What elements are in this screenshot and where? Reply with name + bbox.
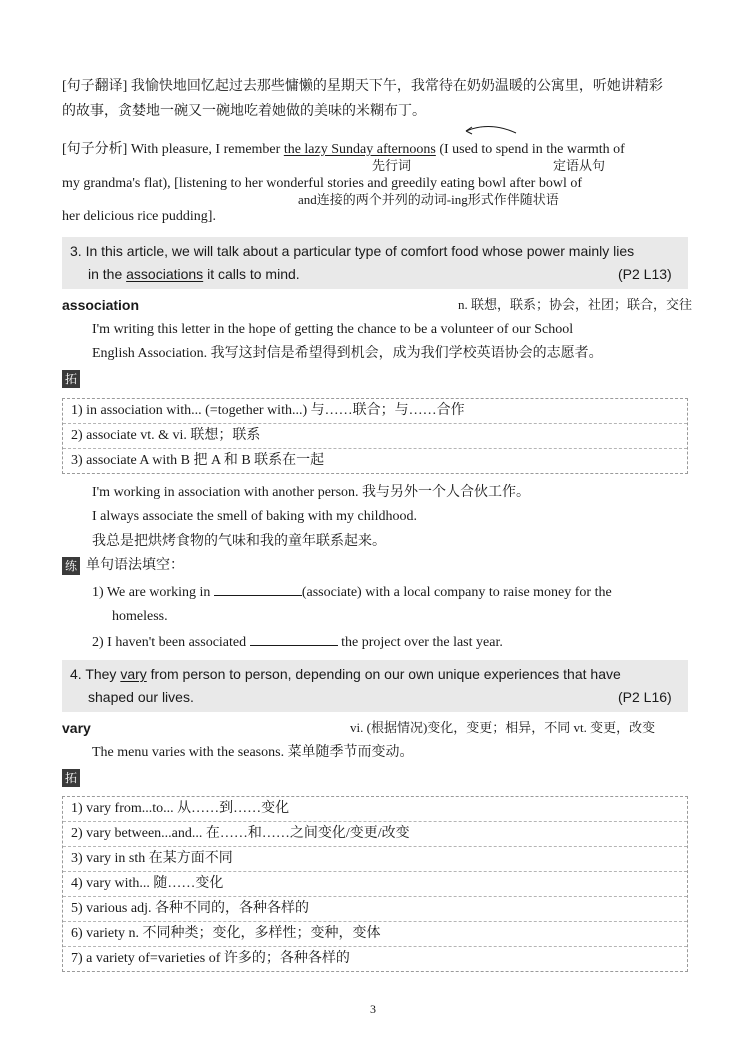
- q1-text-a: 1) We are working in: [92, 585, 214, 600]
- analysis-line-1: [62, 139, 625, 161]
- practice-question-1-cont: homeless.: [112, 609, 168, 624]
- vary-example-1: The menu varies with the seasons. 菜单随季节而变动。: [92, 745, 414, 760]
- answer-blank[interactable]: [214, 581, 302, 596]
- divider: [63, 871, 687, 872]
- analysis-line-3: her delicious rice pudding].: [62, 209, 216, 224]
- extend-item: 1) in association with... (=together with...) 与……联合；与……合作: [71, 403, 465, 418]
- antecedent-phrase: the lazy Sunday afternoons: [283, 142, 436, 157]
- extend-item: 5) various adj. 各种不同的，各种各样的: [71, 901, 309, 916]
- translation-text-1: 我愉快地回忆起过去那些慵懒的星期天下午，我常待在奶奶温暖的公寓里，听她讲精彩: [130, 79, 663, 94]
- sentence-band-3: [62, 237, 688, 289]
- page-number: 3: [370, 1002, 376, 1016]
- divider: [63, 846, 687, 847]
- extend-badge: 拓: [62, 370, 80, 388]
- association-example-3: I'm working in association with another person. 我与另外一个人合伙工作。: [92, 485, 531, 500]
- association-example-5: 我总是把烘烤食物的气味和我的童年联系起来。: [92, 534, 386, 549]
- keyword-vary: vary: [120, 666, 147, 682]
- item3-ref: (P2 L13): [618, 266, 672, 282]
- note-participle: and连接的两个并列的动词-ing形式作伴随状语: [298, 192, 559, 207]
- divider: [63, 821, 687, 822]
- extend-item: 7) a variety of=varieties of 许多的；各种各样的: [71, 951, 350, 966]
- item3-line-1: 3. In this article, we will talk about a particular type of comfort food whose power mainly lies: [70, 243, 635, 259]
- q1-text-b: (associate) with a local company to raise money for the: [301, 585, 612, 600]
- keyword-associations: associations: [126, 266, 204, 282]
- analysis-line-2: my grandma's flat), [listening to her wonderful stories and greedily eating bowl after bowl of: [62, 176, 582, 191]
- extend-item: 2) vary between...and... 在……和……之间变化/变更/改变: [71, 826, 410, 841]
- item4-line-1: [70, 664, 621, 684]
- headword-association: association: [62, 297, 140, 313]
- association-meaning: n. 联想，联系；协会，社团；联合，交往: [458, 297, 693, 312]
- association-extend-box: [62, 398, 688, 474]
- q2-text-b: the project over the last year.: [337, 635, 503, 650]
- practice-badge: 练: [62, 557, 80, 575]
- q2-text-a: 2) I haven't been associated: [92, 635, 250, 650]
- translation-line-2: 的故事，贪婪地一碗又一碗地吃着她做的美味的米糊布丁。: [62, 104, 426, 119]
- analysis-text-1b: (I used to spend in the warmth of: [435, 142, 625, 157]
- note-antecedent: 先行词: [372, 159, 412, 174]
- divider: [63, 448, 687, 449]
- divider: [63, 896, 687, 897]
- divider: [63, 921, 687, 922]
- practice-title: 单句语法填空：: [86, 558, 184, 573]
- association-example-4: I always associate the smell of baking with my childhood.: [92, 509, 418, 524]
- practice-question-1: [92, 581, 612, 604]
- extend-badge: 拓: [62, 769, 80, 787]
- analysis-text-1a: With pleasure, I remember: [130, 142, 284, 157]
- item4-ref: (P2 L16): [618, 689, 672, 705]
- divider: [63, 423, 687, 424]
- extend-item: 2) associate vt. & vi. 联想；联系: [71, 428, 261, 443]
- answer-blank[interactable]: [250, 631, 338, 646]
- item4-text-b: from person to person, depending on our own unique experiences that have: [146, 666, 621, 682]
- practice-question-2: [92, 631, 503, 654]
- arrow-left-icon: [460, 122, 520, 138]
- item3-text-b: it calls to mind.: [203, 266, 300, 282]
- extend-item: 6) variety n. 不同种类；变化，多样性；变种，变体: [71, 926, 381, 941]
- extend-item: 3) associate A with B 把 A 和 B 联系在一起: [71, 453, 325, 468]
- extend-item: 4) vary with... 随……变化: [71, 876, 224, 891]
- translation-line-1: [62, 76, 663, 98]
- note-attributive-clause: 定语从句: [553, 159, 606, 174]
- association-example-1: I'm writing this letter in the hope of getting the chance to be a volunteer of our School: [92, 322, 574, 337]
- headword-vary: vary: [62, 720, 91, 736]
- vary-meaning: vi. (根据情况)变化，变更；相异，不同 vt. 变更，改变: [350, 720, 656, 735]
- sentence-band-4: [62, 660, 688, 712]
- item4-text-a: 4. They: [70, 666, 121, 682]
- translation-tag: [句子翻译]: [62, 79, 128, 94]
- analysis-tag: [句子分析]: [62, 142, 128, 157]
- association-example-2: English Association. 我写这封信是希望得到机会，成为我们学校英语协会的志愿者。: [92, 346, 603, 361]
- extend-item: 1) vary from...to... 从……到……变化: [71, 801, 290, 816]
- item3-text-a: in the: [88, 266, 127, 282]
- item4-line-2: shaped our lives.: [88, 689, 194, 705]
- divider: [63, 946, 687, 947]
- vary-extend-box: [62, 796, 688, 972]
- extend-item: 3) vary in sth 在某方面不同: [71, 851, 233, 866]
- item3-line-2: [88, 264, 300, 284]
